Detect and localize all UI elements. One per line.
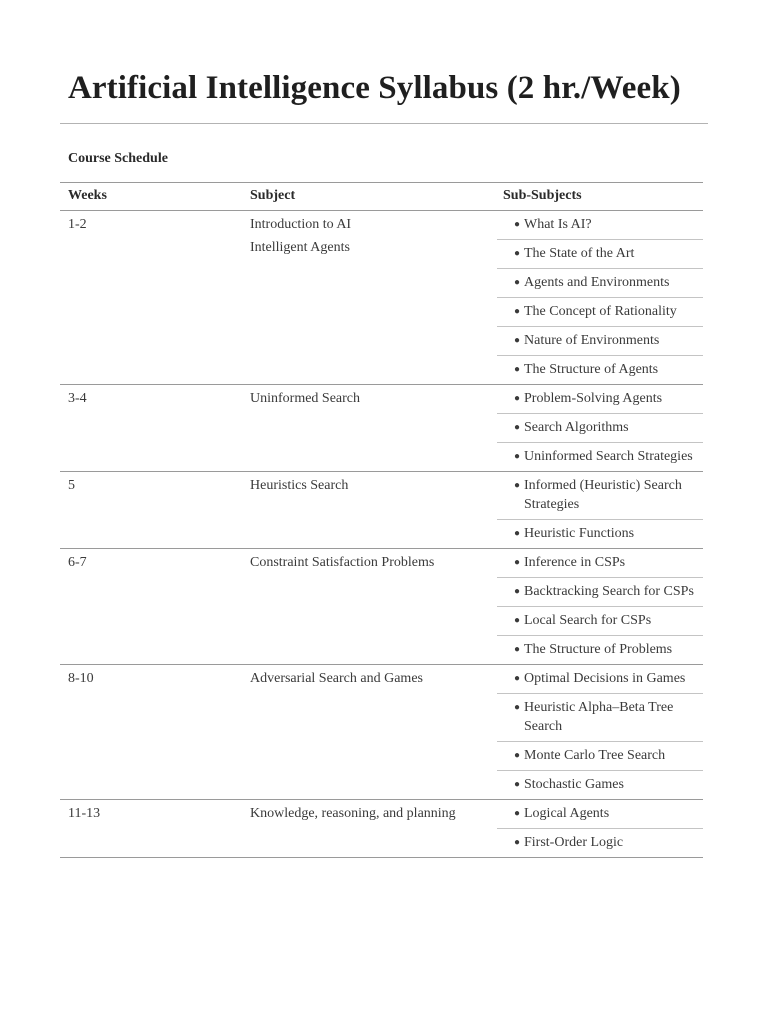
list-item: [497, 741, 703, 770]
bullet-icon: ●: [514, 335, 521, 346]
bullet-icon: ●: [514, 750, 521, 761]
bullet-icon: ●: [514, 586, 521, 597]
subject-cell: [250, 472, 497, 548]
subject-text: Knowledge, reasoning, and planning: [250, 806, 456, 821]
course-schedule-table: [60, 182, 703, 858]
sub-subject-text: The Structure of Problems: [524, 642, 673, 657]
sub-subjects-cell: [497, 549, 703, 664]
weeks-cell: 8-10: [68, 671, 94, 686]
list-item: [497, 828, 703, 857]
list-item: [497, 519, 703, 548]
subject-cell: [250, 800, 497, 857]
sub-subject-list: [497, 385, 703, 471]
list-item: [497, 268, 703, 297]
weeks-cell: 5: [68, 478, 75, 493]
weeks-cell: 6-7: [68, 555, 87, 570]
bullet-icon: ●: [514, 702, 521, 713]
sub-subjects-cell: [497, 211, 703, 384]
list-item: [497, 297, 703, 326]
list-item: [497, 770, 703, 799]
section-heading: Course Schedule: [68, 151, 168, 166]
sub-subject-list: [497, 665, 703, 799]
bullet-icon: ●: [514, 615, 521, 626]
list-item: [497, 413, 703, 442]
sub-subject-text: Agents and Environments: [524, 275, 670, 290]
sub-subject-text: The State of the Art: [524, 246, 635, 261]
table-row: [60, 665, 703, 800]
header-weeks: Weeks: [68, 188, 107, 203]
list-item: [497, 326, 703, 355]
sub-subject-text: Search Algorithms: [524, 420, 629, 435]
list-item: [497, 693, 703, 741]
bullet-icon: ●: [514, 393, 521, 404]
bullet-icon: ●: [514, 306, 521, 317]
list-item: [497, 442, 703, 471]
subject-text: Adversarial Search and Games: [250, 671, 423, 686]
sub-subject-text: Problem-Solving Agents: [524, 391, 663, 406]
list-item: [497, 800, 703, 828]
table-row: [60, 211, 703, 385]
sub-subject-text: The Structure of Agents: [524, 362, 659, 377]
bullet-icon: ●: [514, 557, 521, 568]
bullet-icon: ●: [514, 422, 521, 433]
sub-subject-text: First-Order Logic: [524, 835, 624, 850]
bullet-icon: ●: [514, 248, 521, 259]
sub-subject-text: Inference in CSPs: [524, 555, 626, 570]
weeks-cell: 1-2: [68, 217, 87, 232]
sub-subject-text: Heuristic Alpha–Beta Tree Search: [524, 700, 674, 734]
subject-text: Heuristics Search: [250, 478, 349, 493]
sub-subject-text: Informed (Heuristic) Search Strategies: [524, 478, 682, 512]
weeks-cell: 3-4: [68, 391, 87, 406]
bullet-icon: ●: [514, 528, 521, 539]
list-item: [497, 577, 703, 606]
sub-subject-text: The Concept of Rationality: [524, 304, 677, 319]
subject-cell: [250, 211, 497, 384]
list-item: [497, 635, 703, 664]
bullet-icon: ●: [514, 779, 521, 790]
bullet-icon: ●: [514, 673, 521, 684]
sub-subject-text: Backtracking Search for CSPs: [524, 584, 694, 599]
page-title: Artificial Intelligence Syllabus (2 hr./Week): [68, 70, 681, 106]
subject-text: Uninformed Search: [250, 391, 361, 406]
sub-subject-text: Stochastic Games: [524, 777, 624, 792]
list-item: [497, 665, 703, 693]
sub-subject-list: [497, 211, 703, 384]
sub-subjects-cell: [497, 472, 703, 548]
list-item: [497, 355, 703, 384]
subject-text: Intelligent Agents: [250, 240, 350, 255]
bullet-icon: ●: [514, 277, 521, 288]
header-subject: Subject: [250, 188, 296, 203]
sub-subject-list: [497, 472, 703, 548]
list-item: [497, 472, 703, 519]
sub-subject-list: [497, 800, 703, 857]
subject-cell: [250, 549, 497, 664]
list-item: [497, 239, 703, 268]
bullet-icon: ●: [514, 808, 521, 819]
sub-subject-text: Monte Carlo Tree Search: [524, 748, 666, 763]
table-body: [60, 211, 703, 858]
list-item: [497, 549, 703, 577]
bullet-icon: ●: [514, 644, 521, 655]
list-item: [497, 606, 703, 635]
subject-text: Introduction to AI: [250, 217, 352, 232]
bullet-icon: ●: [514, 480, 521, 491]
sub-subject-text: Nature of Environments: [524, 333, 660, 348]
sub-subject-text: Logical Agents: [524, 806, 610, 821]
table-row: [60, 549, 703, 665]
bullet-icon: ●: [514, 364, 521, 375]
sub-subject-list: [497, 549, 703, 664]
header-sub-subjects: Sub-Subjects: [503, 188, 582, 203]
sub-subjects-cell: [497, 800, 703, 857]
sub-subject-text: Uninformed Search Strategies: [524, 449, 693, 464]
subject-text: Constraint Satisfaction Problems: [250, 555, 435, 570]
bullet-icon: ●: [514, 219, 521, 230]
sub-subject-text: What Is AI?: [524, 217, 592, 232]
sub-subjects-cell: [497, 385, 703, 471]
table-row: [60, 385, 703, 472]
subject-cell: [250, 385, 497, 471]
sub-subject-text: Optimal Decisions in Games: [524, 671, 686, 686]
table-header: [60, 183, 703, 211]
list-item: [497, 211, 703, 239]
sub-subject-text: Heuristic Functions: [524, 526, 635, 541]
weeks-cell: 11-13: [68, 806, 101, 821]
title-divider: [60, 123, 708, 124]
bullet-icon: ●: [514, 837, 521, 848]
bullet-icon: ●: [514, 451, 521, 462]
list-item: [497, 385, 703, 413]
sub-subjects-cell: [497, 665, 703, 799]
sub-subject-text: Local Search for CSPs: [524, 613, 652, 628]
subject-cell: [250, 665, 497, 799]
table-row: [60, 800, 703, 858]
table-row: [60, 472, 703, 549]
